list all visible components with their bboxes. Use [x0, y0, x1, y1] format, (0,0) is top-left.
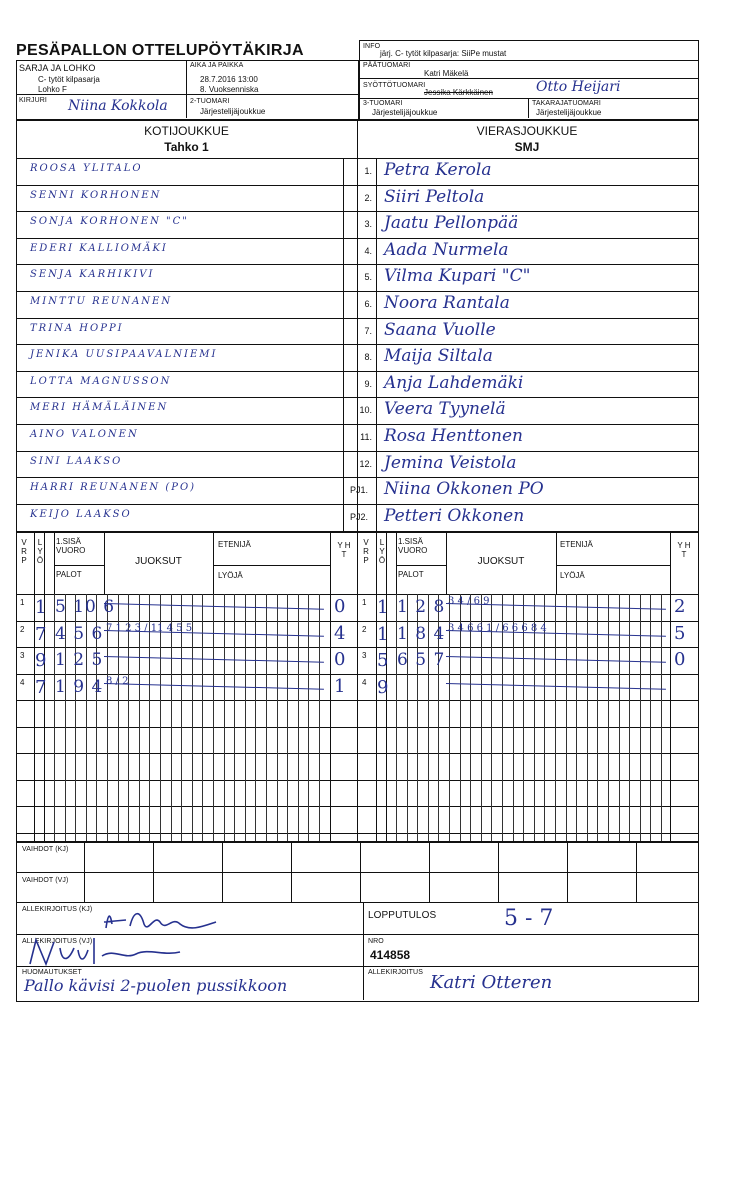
vaihdot-col-line — [222, 841, 223, 902]
form-title: PESÄPALLON OTTELUPÖYTÄKIRJA — [16, 42, 304, 59]
away-v-mark: 1 — [377, 623, 389, 645]
sarja-value-1: C- tytöt kilpasarja — [38, 75, 100, 84]
roster-number: 9. — [364, 378, 372, 389]
score-col-line — [266, 594, 267, 841]
vaihdot-col-line — [429, 841, 430, 902]
away-total: 0 — [674, 649, 686, 670]
vaihdot-vj-label: VAIHDOT (VJ) — [22, 877, 69, 884]
takaraja-label: TAKARAJATUOMARI — [532, 100, 601, 107]
score-col-line — [202, 594, 203, 841]
takaraja-value: Järjestelijäjoukkue — [536, 108, 602, 117]
roster-number: 11. — [360, 432, 372, 442]
tuomari2-value: Järjestelijäjoukkue — [200, 107, 266, 116]
lopputulos-label: LOPPUTULOS — [368, 910, 437, 921]
away-h-vrp: V R P — [363, 538, 369, 565]
home-marks: 5 10 6 — [55, 597, 116, 617]
roster-number: 3. — [364, 219, 372, 230]
away-player-name: Jemina Veistola — [384, 452, 517, 473]
away-total: 5 — [674, 622, 686, 644]
roster-divider — [16, 424, 698, 425]
away-marks: 1 8 4 — [397, 623, 446, 644]
vaihdot-col-line — [153, 841, 154, 902]
home-extra: 8 / 2 — [106, 675, 129, 687]
home-total: 0 — [334, 649, 346, 670]
score-col-line — [619, 594, 620, 841]
roster-divider — [16, 291, 698, 292]
score-col-line — [287, 594, 288, 841]
away-player-name: Anja Lahdemäki — [384, 372, 524, 393]
score-col-line — [255, 594, 256, 841]
lopputulos-value: 5 - 7 — [504, 906, 554, 931]
score-col-line — [277, 594, 278, 841]
home-player-name: AINO VALONEN — [30, 429, 139, 440]
home-team-name: Tahko 1 — [164, 140, 209, 154]
home-period-number: 1 — [20, 598, 25, 607]
sarja-value-2: Lohko F — [38, 85, 67, 94]
roster-number: 5. — [364, 272, 372, 283]
roster-divider — [16, 397, 698, 398]
huomautukset-label: HUOMAUTUKSET — [22, 969, 82, 976]
score-col-line — [192, 594, 193, 841]
roster-number: 10. — [359, 405, 372, 416]
away-h-lyo: L Y Ö — [378, 538, 386, 565]
roster-divider — [16, 451, 698, 452]
away-player-name: Jaatu Pellonpää — [384, 213, 519, 234]
away-period-number: 4 — [362, 677, 367, 687]
away-player-name: Siiri Peltola — [384, 186, 485, 207]
syottotuomari-label: SYÖTTÖTUOMARI — [363, 82, 426, 89]
away-player-name: Petteri Okkonen — [384, 505, 525, 526]
score-col-line — [298, 594, 299, 841]
away-player-name: Rosa Henttonen — [384, 426, 523, 446]
allekirjoitus-value: Katri Otteren — [430, 972, 553, 993]
roster-number: 4. — [364, 245, 372, 256]
home-v-mark: 7 — [35, 676, 47, 698]
home-extra: 7 1 2 3 / 11 4 5 5 — [106, 622, 193, 634]
home-total: 1 — [334, 675, 346, 697]
score-col-line — [308, 594, 309, 841]
score-col-line — [587, 594, 588, 841]
roster-divider — [16, 185, 698, 186]
roster-number: 8. — [364, 352, 372, 363]
score-col-line — [661, 594, 662, 841]
away-player-name: Saana Vuolle — [384, 319, 496, 340]
score-col-line — [650, 594, 651, 841]
home-player-name: EDERI KALLIOMÄKI — [30, 242, 168, 254]
home-period-number: 4 — [20, 677, 25, 687]
away-period-number: 3 — [362, 651, 367, 660]
away-h-etenija: ETENIJÄ — [560, 540, 593, 549]
away-h-yht: Y H T — [677, 541, 691, 559]
roster-number: PJ1. — [349, 485, 368, 496]
away-marks: 6 5 7 — [397, 650, 446, 670]
away-player-name: Vilma Kupari "C" — [384, 266, 531, 287]
tuomari2-label: 2-TUOMARI — [190, 98, 230, 105]
home-player-name: SINI LAAKSO — [30, 455, 123, 467]
sarja-label: SARJA JA LOHKO — [19, 63, 96, 73]
home-player-name: SONJA KORHONEN "C" — [30, 216, 189, 228]
roster-divider — [16, 318, 698, 319]
home-player-name: MINTTU REUNANEN — [30, 296, 173, 307]
kirjuri-label: KIRJURI — [19, 97, 47, 104]
roster-divider — [16, 371, 698, 372]
home-h-lyo: L Y Ö — [36, 538, 44, 565]
away-v-mark: 1 — [377, 597, 389, 618]
home-h-sisa: 1.SISÄ VUORO — [56, 537, 86, 555]
away-player-name: Noora Rantala — [384, 293, 510, 313]
kirjuri-value: Niina Kokkola — [68, 98, 168, 114]
score-col-line — [555, 594, 556, 841]
home-marks: 4 5 6 — [55, 623, 104, 644]
roster-number: PJ2. — [349, 511, 368, 522]
paatuomari-label: PÄÄTUOMARI — [363, 62, 411, 69]
roster-divider — [16, 238, 698, 239]
away-period-number: 1 — [362, 598, 367, 607]
tuomari3-label: 3-TUOMARI — [363, 100, 403, 107]
home-v-mark: 7 — [35, 623, 47, 645]
away-v-mark: 9 — [377, 676, 389, 698]
vaihdot-col-line — [636, 841, 637, 902]
away-player-name: Maija Siltala — [384, 346, 493, 367]
home-player-name: SENNI KORHONEN — [30, 189, 162, 201]
away-period-number: 2 — [362, 624, 367, 634]
roster-divider — [16, 477, 698, 478]
nro-value: 414858 — [370, 948, 411, 962]
home-player-name: LOTTA MAGNUSSON — [30, 375, 172, 387]
aika-value-2: 8. Vuoksenniska — [200, 85, 259, 94]
roster-number: 1. — [364, 166, 372, 176]
home-v-mark: 1 — [35, 597, 47, 618]
away-extra: 3 4 / 6 9 — [448, 596, 490, 607]
vaihdot-col-line — [360, 841, 361, 902]
vaihdot-col-line — [498, 841, 499, 902]
vaihdot-col-line — [291, 841, 292, 902]
score-col-line — [608, 594, 609, 841]
away-player-name: Niina Okkonen PO — [384, 479, 544, 500]
vaihdot-col-line — [567, 841, 568, 902]
home-player-name: SENJA KARHIKIVI — [30, 269, 155, 281]
away-h-sisa: 1.SISÄ VUORO — [398, 537, 428, 555]
tuomari3-value: Järjestelijäjoukkue — [372, 108, 438, 117]
score-col-line — [234, 594, 235, 841]
home-marks: 1 2 5 — [55, 650, 104, 670]
away-h-palot: PALOT — [398, 570, 424, 579]
away-total: 2 — [674, 596, 686, 617]
aika-label: AIKA JA PAIKKA — [190, 62, 244, 69]
score-col-line — [319, 594, 320, 841]
aika-value-1: 28.7.2016 13:00 — [200, 75, 258, 84]
home-h-juoksut: JUOKSUT — [135, 556, 182, 567]
home-h-yht: Y H T — [337, 541, 351, 559]
paatuomari-value: Katri Mäkelä — [424, 69, 469, 78]
home-player-name: JENIKA UUSIPAAVALNIEMI — [30, 349, 218, 361]
roster-number: 7. — [364, 325, 372, 336]
away-marks: 1 2 8 — [397, 597, 446, 617]
roster-number: 12. — [359, 458, 372, 469]
away-player-name: Veera Tyynelä — [384, 399, 506, 420]
home-marks: 1 9 4 — [55, 676, 104, 697]
home-total: 0 — [334, 596, 346, 617]
score-col-line — [245, 594, 246, 841]
home-period-number: 2 — [20, 624, 25, 634]
allek-kj-label: ALLEKIRJOITUS (KJ) — [22, 906, 93, 913]
home-player-name: KEIJO LAAKSO — [30, 508, 132, 520]
roster-divider — [16, 504, 698, 505]
home-h-lyoja: LYÖJÄ — [218, 571, 243, 580]
score-col-line — [213, 594, 214, 841]
roster-divider — [16, 344, 698, 345]
home-player-name: TRINA HOPPI — [30, 322, 124, 334]
signature-kj — [100, 904, 220, 936]
roster-divider — [16, 211, 698, 212]
away-extra: 3 4 6 6 1 / 6 6 6 8 4 — [448, 622, 547, 634]
home-v-mark: 9 — [35, 650, 47, 671]
home-team-label: KOTIJOUKKUE — [144, 124, 229, 138]
nro-label: NRO — [368, 938, 384, 945]
roster-number: 2. — [364, 192, 372, 203]
home-player-name: HARRI REUNANEN (PO) — [30, 482, 197, 494]
info-value: järj. C- tytöt kilpasarja: SiiPe mustat — [380, 49, 507, 58]
away-v-mark: 5 — [377, 650, 389, 671]
home-h-etenija: ETENIJÄ — [218, 540, 251, 549]
roster-number: 6. — [364, 299, 372, 309]
roster-divider — [16, 264, 698, 265]
allek-vj-label: ALLEKIRJOITUS (VJ) — [22, 938, 93, 945]
score-col-line — [566, 594, 567, 841]
home-player-name: MERI HÄMÄLÄINEN — [30, 402, 169, 414]
syottotuomari-struck: Jessika Kärkkäinen — [424, 88, 493, 97]
score-col-line — [224, 594, 225, 841]
syottotuomari-hand: Otto Heijari — [536, 79, 621, 95]
signature-vj — [24, 934, 184, 968]
home-player-name: ROOSA YLITALO — [30, 163, 143, 174]
away-team-name: SMJ — [514, 140, 540, 154]
vaihdot-kj-label: VAIHDOT (KJ) — [22, 846, 69, 853]
away-team-label: VIERASJOUKKUE — [476, 124, 578, 138]
away-h-lyoja: LYÖJÄ — [560, 571, 585, 580]
home-total: 4 — [334, 622, 346, 644]
score-col-line — [597, 594, 598, 841]
huomautukset-value: Pallo kävisi 2-puolen pussikkoon — [24, 976, 288, 995]
allekirjoitus-label: ALLEKIRJOITUS — [368, 969, 423, 976]
home-period-number: 3 — [20, 651, 25, 660]
score-col-line — [576, 594, 577, 841]
away-player-name: Aada Nurmela — [384, 239, 509, 260]
home-h-vrp: V R P — [21, 538, 27, 565]
vaihdot-col-line — [84, 841, 85, 902]
away-player-name: Petra Kerola — [384, 160, 492, 180]
home-h-palot: PALOT — [56, 570, 82, 579]
away-h-juoksut: JUOKSUT — [477, 556, 525, 567]
score-col-line — [640, 594, 641, 841]
info-label: INFO — [363, 43, 381, 50]
score-col-line — [629, 594, 630, 841]
